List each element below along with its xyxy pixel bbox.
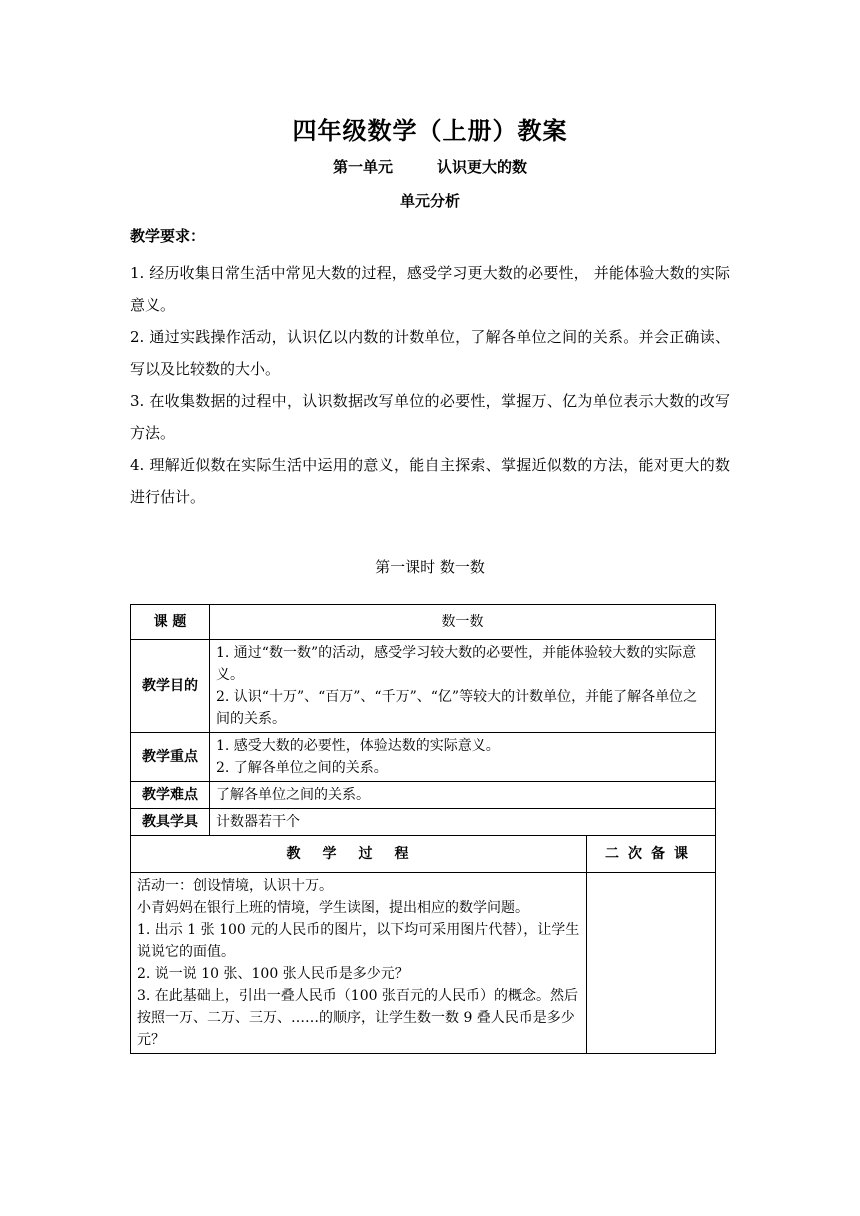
process-header: 教学过程 (131, 836, 587, 873)
keypoint-label: 教学重点 (131, 733, 210, 782)
difficulty-label: 教学难点 (131, 782, 210, 809)
unit-topic: 认识更大的数 (437, 158, 528, 176)
keypoint-item: 2. 了解各单位之间的关系。 (216, 760, 388, 776)
requirement-item: 2. 通过实践操作活动，认识亿以内数的计数单位，了解各单位之间的关系。并会正确读、写以及比较数的大小。 (130, 328, 730, 378)
requirements-list (130, 257, 730, 513)
topic-value: 数一数 (210, 605, 716, 640)
lesson-plan-table (130, 604, 716, 1054)
objective-item: 1. 通过“数一数”的活动，感受学习较大数的必要性，并能体验较大数的实际意义。 (216, 645, 697, 683)
activity-line: 2. 说一说 10 张、100 张人民币是多少元？ (137, 966, 409, 982)
tools-row (131, 809, 716, 836)
objective-cell (210, 640, 716, 733)
requirements-heading: 教学要求： (130, 227, 206, 245)
keypoint-cell (210, 733, 716, 782)
section-title: 单元分析 (399, 192, 460, 210)
activity-cell (131, 873, 587, 1054)
keypoint-item: 1. 感受大数的必要性，体验达数的实际意义。 (216, 738, 500, 754)
difficulty-row (131, 782, 716, 809)
requirement-item: 1. 经历收集日常生活中常见大数的过程，感受学习更大数的必要性， 并能体验大数的实际意义。 (130, 264, 730, 314)
topic-row (131, 605, 716, 640)
objective-item: 2. 认识“十万”、“百万”、“千万”、“亿”等较大的计数单位，并能了解各单位之间的关系。 (216, 689, 698, 727)
prep-cell (587, 873, 716, 1054)
unit-number: 第一单元 (332, 158, 393, 176)
tools-value: 计数器若干个 (210, 809, 716, 836)
activity-line: 活动一：创设情境，认识十万。 (137, 878, 333, 894)
document-title: 四年级数学（上册）教案 (292, 116, 568, 145)
topic-label: 课 题 (131, 605, 210, 640)
objective-row (131, 640, 716, 733)
requirement-item: 4. 理解近似数在实际生活中运用的意义，能自主探索、掌握近似数的方法，能对更大的数进行估计。 (130, 456, 730, 506)
process-header-row (131, 836, 716, 873)
lesson-title: 第一课时 数一数 (375, 558, 485, 576)
requirement-item: 3. 在收集数据的过程中，认识数据改写单位的必要性，掌握万、亿为单位表示大数的改写方法。 (130, 392, 730, 442)
prep-header: 二次备课 (587, 836, 716, 873)
objective-label: 教学目的 (131, 640, 210, 733)
unit-heading (130, 156, 730, 177)
keypoint-row (131, 733, 716, 782)
activity-row (131, 873, 716, 1054)
activity-line: 小青妈妈在银行上班的情境，学生读图，提出相应的数学问题。 (137, 900, 529, 916)
difficulty-value: 了解各单位之间的关系。 (210, 782, 716, 809)
tools-label: 教具学具 (131, 809, 210, 836)
activity-line: 3. 在此基础上，引出一叠人民币（100 张百元的人民币）的概念。然后按照一万、二万、三万、……的顺序，让学生数一数 9 叠人民币是多少元？ (137, 988, 578, 1048)
activity-line: 1. 出示 1 张 100 元的人民币的图片，以下均可采用图片代替），让学生说说它的面值。 (137, 922, 580, 960)
